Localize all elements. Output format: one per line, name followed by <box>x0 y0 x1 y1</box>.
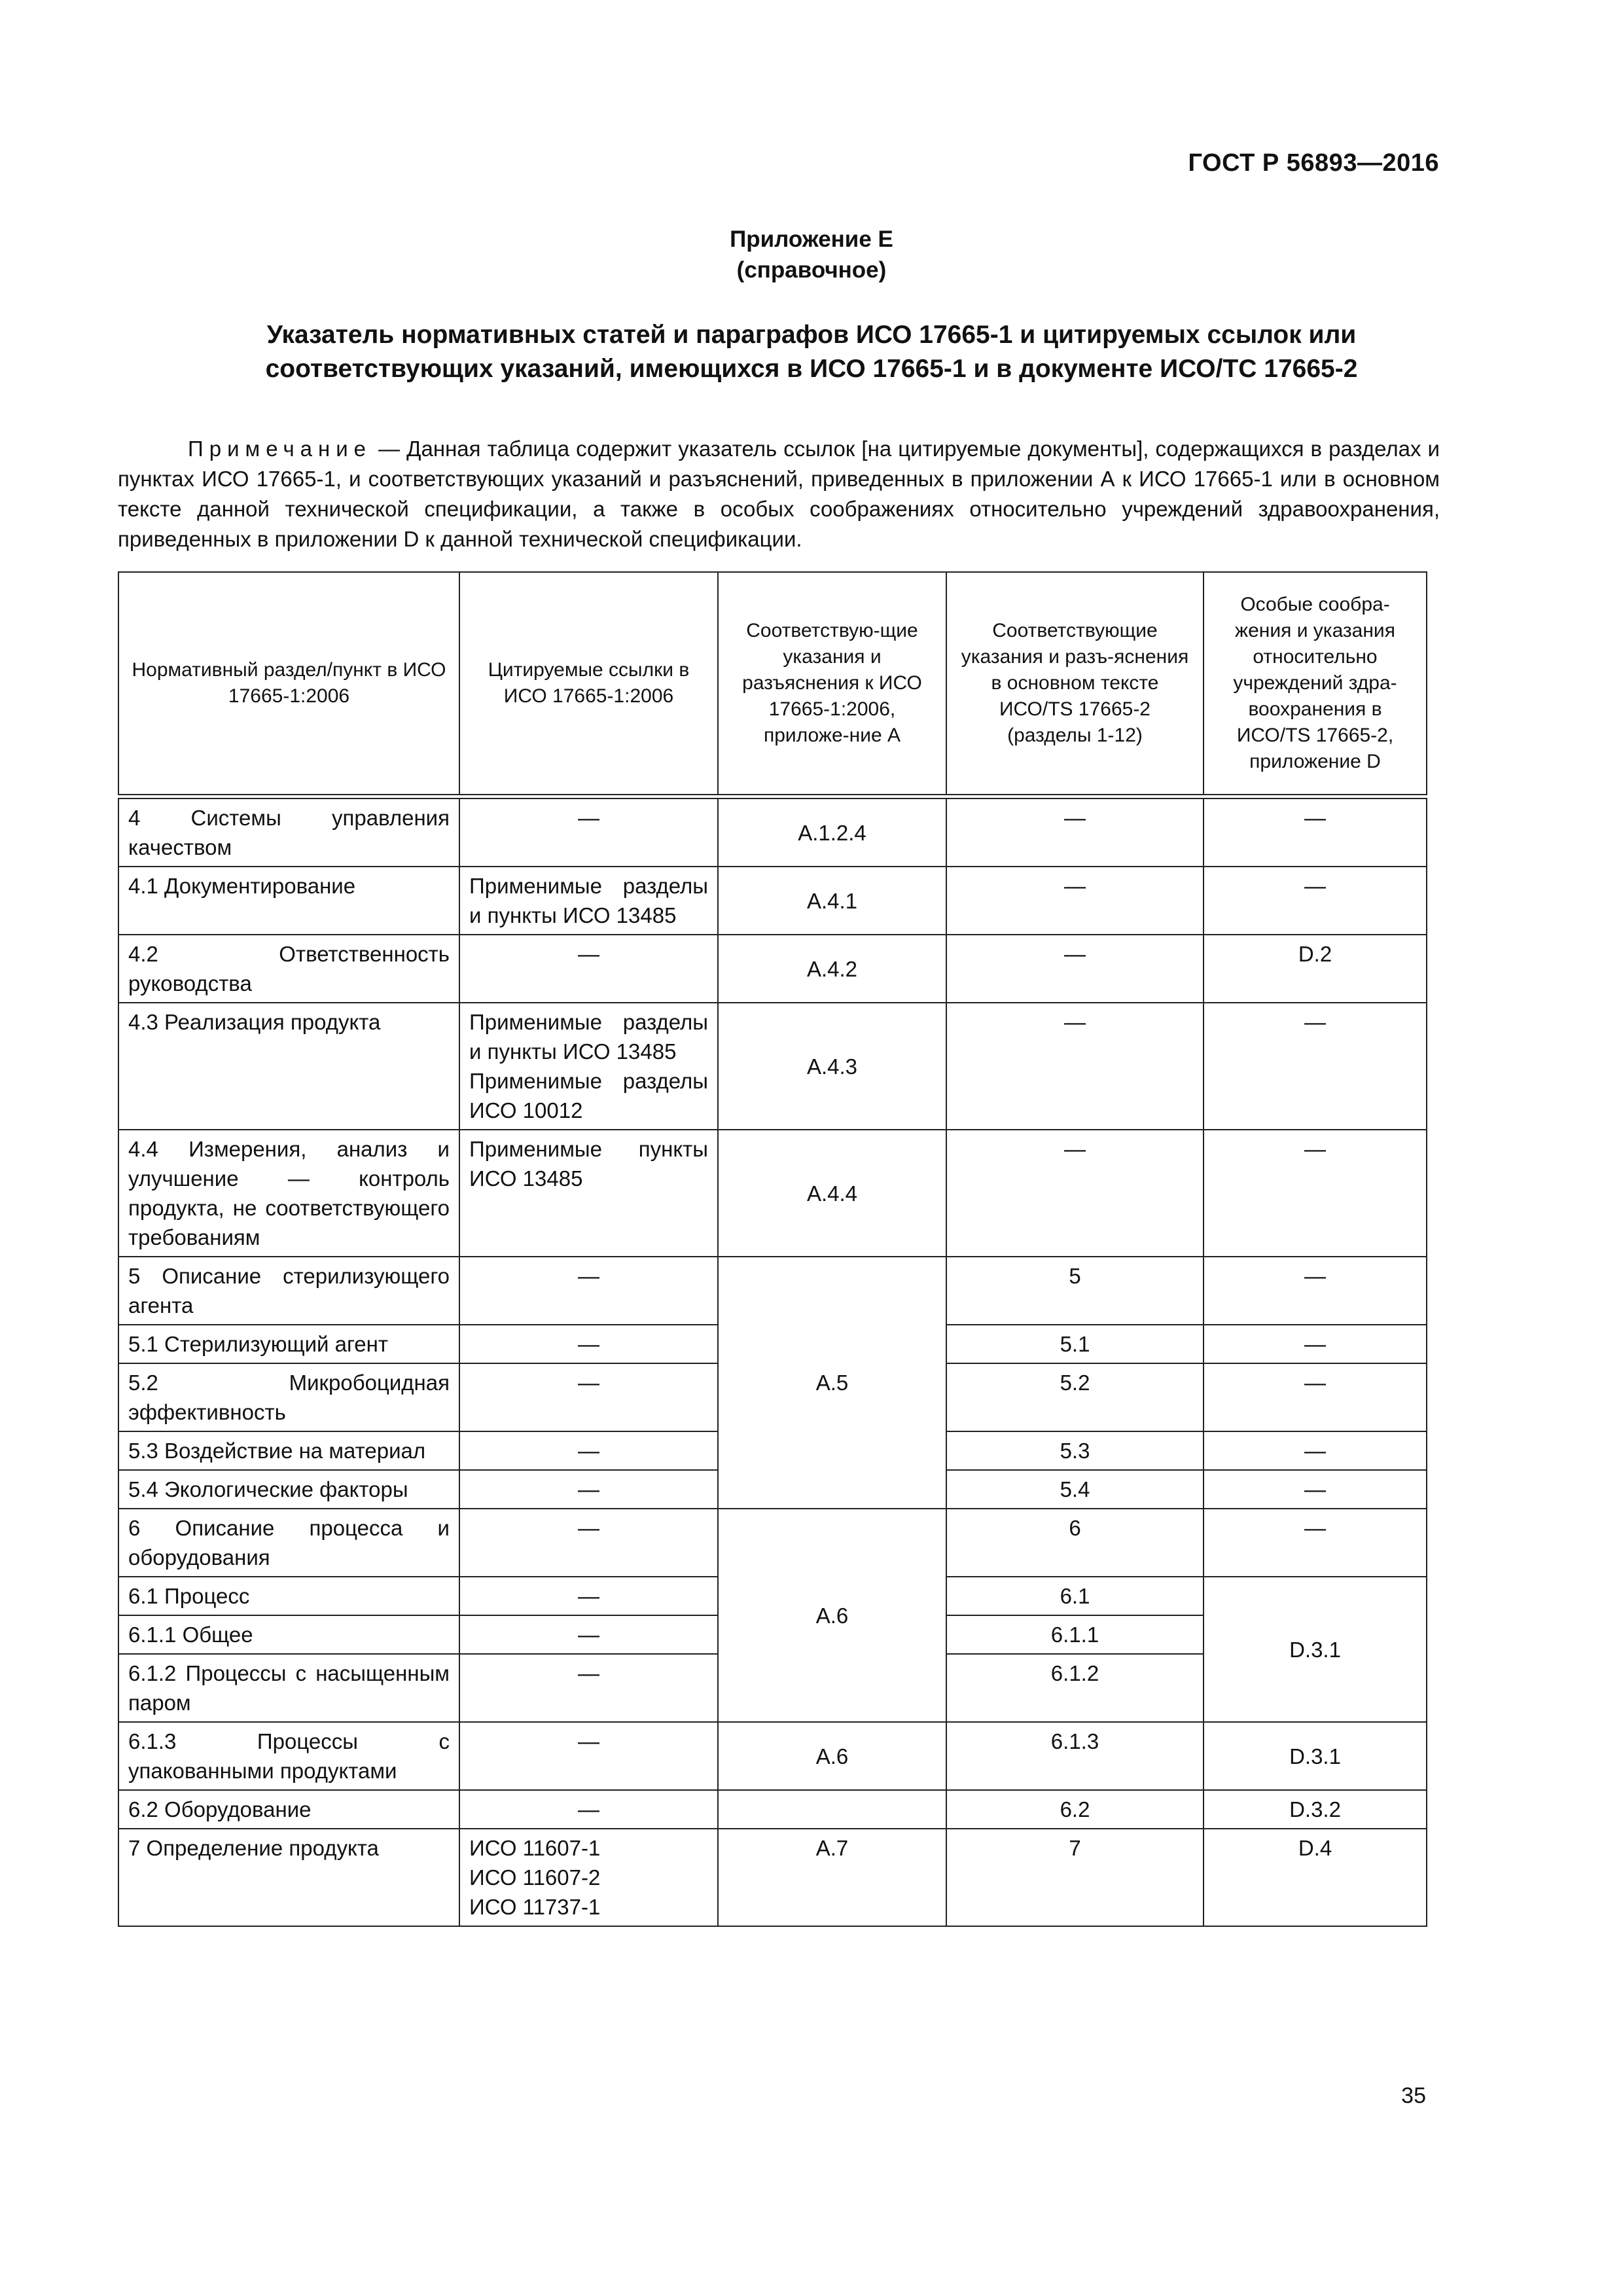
table-row <box>118 1509 1427 1577</box>
cell-refs: — <box>459 1654 718 1722</box>
cell-annex-d: D.3.2 <box>1204 1790 1427 1829</box>
cell-main-text: — <box>946 935 1204 1003</box>
cell-annex-a: А.4.4 <box>718 1130 946 1257</box>
table-row <box>118 935 1427 1003</box>
cell-section: 4.2 Ответственность руководства <box>118 935 459 1003</box>
cell-annex-a: А.4.2 <box>718 935 946 1003</box>
table-row <box>118 1130 1427 1257</box>
cell-annex-a: А.4.1 <box>718 867 946 935</box>
table-title <box>118 318 1505 386</box>
cell-main-text: 5.3 <box>946 1431 1204 1470</box>
table-row <box>118 1257 1427 1325</box>
cell-refs: — <box>459 1615 718 1654</box>
cell-section: 4.3 Реализация продукта <box>118 1003 459 1130</box>
header-annex-d: Особые сообра-жения и указания относительно учреждений здра-воохранения в ИСО/TS 17665-2, приложение D <box>1204 572 1427 795</box>
cell-section: 6.1 Процесс <box>118 1577 459 1615</box>
cell-main-text: 6.1.3 <box>946 1722 1204 1790</box>
table-row <box>118 867 1427 935</box>
cell-refs: — <box>459 1790 718 1829</box>
cell-refs: — <box>459 1509 718 1577</box>
header-section: Нормативный раздел/пункт в ИСО 17665-1:2006 <box>118 572 459 795</box>
cell-annex-d: — <box>1204 867 1427 935</box>
cell-main-text: — <box>946 798 1204 867</box>
table-header-row <box>118 572 1427 795</box>
cell-annex-d: — <box>1204 1431 1427 1470</box>
cell-refs: — <box>459 1470 718 1509</box>
cell-refs: — <box>459 1325 718 1363</box>
cell-section: 4.1 Документирование <box>118 867 459 935</box>
cell-annex-a: А.1.2.4 <box>718 798 946 867</box>
cell-section: 6.1.1 Общее <box>118 1615 459 1654</box>
ref-line: Применимые разделы и пункты ИСО 13485 <box>469 1010 708 1064</box>
cell-refs: — <box>459 1257 718 1325</box>
cell-main-text: 6 <box>946 1509 1204 1577</box>
cell-section: 7 Определение продукта <box>118 1829 459 1926</box>
header-main-text: Соответствующие указания и разъ-яснения в основном тексте ИСО/TS 17665-2 (разделы 1-12) <box>946 572 1204 795</box>
cell-refs: — <box>459 1722 718 1790</box>
cell-section: 4 Системы управления качеством <box>118 798 459 867</box>
cell-refs: — <box>459 1577 718 1615</box>
cell-main-text: 5 <box>946 1257 1204 1325</box>
ref-line: ИСО 11607-1 <box>469 1836 601 1860</box>
cell-main-text: 6.1.1 <box>946 1615 1204 1654</box>
cell-refs <box>459 1829 718 1926</box>
table-row <box>118 1003 1427 1130</box>
cell-main-text: 5.2 <box>946 1363 1204 1431</box>
cell-main-text: — <box>946 1130 1204 1257</box>
document-code: ГОСТ Р 56893—2016 <box>1188 149 1439 177</box>
cell-annex-a: А.7 <box>718 1829 946 1926</box>
header-refs: Цитируемые ссылки в ИСО 17665-1:2006 <box>459 572 718 795</box>
cell-main-text: 6.1 <box>946 1577 1204 1615</box>
cell-section: 6.1.3 Процессы с упакованными продуктами <box>118 1722 459 1790</box>
cell-annex-d: — <box>1204 1130 1427 1257</box>
table-title-line1: Указатель нормативных статей и параграфов ИСО 17665-1 и цитируемых ссылок или <box>266 321 1357 349</box>
cell-refs: — <box>459 1363 718 1431</box>
cell-annex-d: — <box>1204 1509 1427 1577</box>
table-row <box>118 1790 1427 1829</box>
cell-main-text: — <box>946 867 1204 935</box>
ref-line: ИСО 11737-1 <box>469 1895 601 1919</box>
cell-main-text: 5.1 <box>946 1325 1204 1363</box>
table-row <box>118 798 1427 867</box>
cell-main-text: 7 <box>946 1829 1204 1926</box>
cell-annex-d: D.2 <box>1204 935 1427 1003</box>
cell-section: 6.1.2 Процессы с насыщенным паром <box>118 1654 459 1722</box>
cell-annex-a <box>718 1790 946 1829</box>
page-number: 35 <box>1401 2083 1426 2108</box>
cell-refs: — <box>459 1431 718 1470</box>
cell-refs: Применимые разделы и пункты ИСО 13485 <box>459 867 718 935</box>
appendix-title: Приложение Е <box>730 226 893 252</box>
note-text: — Данная таблица содержит указатель ссылок [на цитируемые документы], содержащихся в разделах и пунктах ИСО 17665-1, и соответствующих указаний и разъяснений, приведенных в приложении А к ИСО 17665-1 или в основном тексте данной технической спецификации, а также в особых соображениях относительно учреждений здравоохранения, приведенных в приложении D к данной технической спецификации. <box>118 437 1440 551</box>
cell-refs: — <box>459 935 718 1003</box>
cell-section: 5.3 Воздействие на материал <box>118 1431 459 1470</box>
cell-section: 5.2 Микробоцидная эффективность <box>118 1363 459 1431</box>
note-label: Примечание <box>188 437 372 461</box>
cell-annex-d: — <box>1204 1470 1427 1509</box>
reference-index-table <box>118 571 1427 1927</box>
cell-refs: Применимые пункты ИСО 13485 <box>459 1130 718 1257</box>
cell-annex-d: — <box>1204 798 1427 867</box>
cell-main-text: — <box>946 1003 1204 1130</box>
note-paragraph <box>118 434 1440 554</box>
cell-annex-d: — <box>1204 1325 1427 1363</box>
table-title-line2: соответствующих указаний, имеющихся в ИСО 17665-1 и в документе ИСО/ТС 17665-2 <box>265 355 1358 383</box>
cell-section: 5.4 Экологические факторы <box>118 1470 459 1509</box>
cell-section: 5.1 Стерилизующий агент <box>118 1325 459 1363</box>
cell-refs <box>459 1003 718 1130</box>
cell-annex-d: — <box>1204 1363 1427 1431</box>
cell-section: 5 Описание стерилизующего агента <box>118 1257 459 1325</box>
cell-annex-d: D.3.1 <box>1204 1577 1427 1722</box>
table-row <box>118 1722 1427 1790</box>
cell-annex-a: А.4.3 <box>718 1003 946 1130</box>
cell-main-text: 6.2 <box>946 1790 1204 1829</box>
cell-annex-d: — <box>1204 1003 1427 1130</box>
cell-main-text: 6.1.2 <box>946 1654 1204 1722</box>
cell-section: 4.4 Измерения, анализ и улучшение — контроль продукта, не соответствующего требованиям <box>118 1130 459 1257</box>
cell-annex-a: А.5 <box>718 1257 946 1509</box>
table-row <box>118 1829 1427 1926</box>
cell-annex-d: D.4 <box>1204 1829 1427 1926</box>
cell-section: 6.2 Оборудование <box>118 1790 459 1829</box>
cell-annex-d: — <box>1204 1257 1427 1325</box>
ref-line: ИСО 11607-2 <box>469 1865 601 1890</box>
cell-annex-a: А.6 <box>718 1722 946 1790</box>
cell-main-text: 5.4 <box>946 1470 1204 1509</box>
header-annex-a: Соответствую-щие указания и разъяснения к ИСО 17665-1:2006, приложе-ние А <box>718 572 946 795</box>
ref-line: Применимые разделы ИСО 10012 <box>469 1069 708 1122</box>
cell-refs: — <box>459 798 718 867</box>
cell-section: 6 Описание процесса и оборудования <box>118 1509 459 1577</box>
cell-annex-a: А.6 <box>718 1509 946 1722</box>
cell-annex-d: D.3.1 <box>1204 1722 1427 1790</box>
appendix-type: (справочное) <box>736 257 887 283</box>
